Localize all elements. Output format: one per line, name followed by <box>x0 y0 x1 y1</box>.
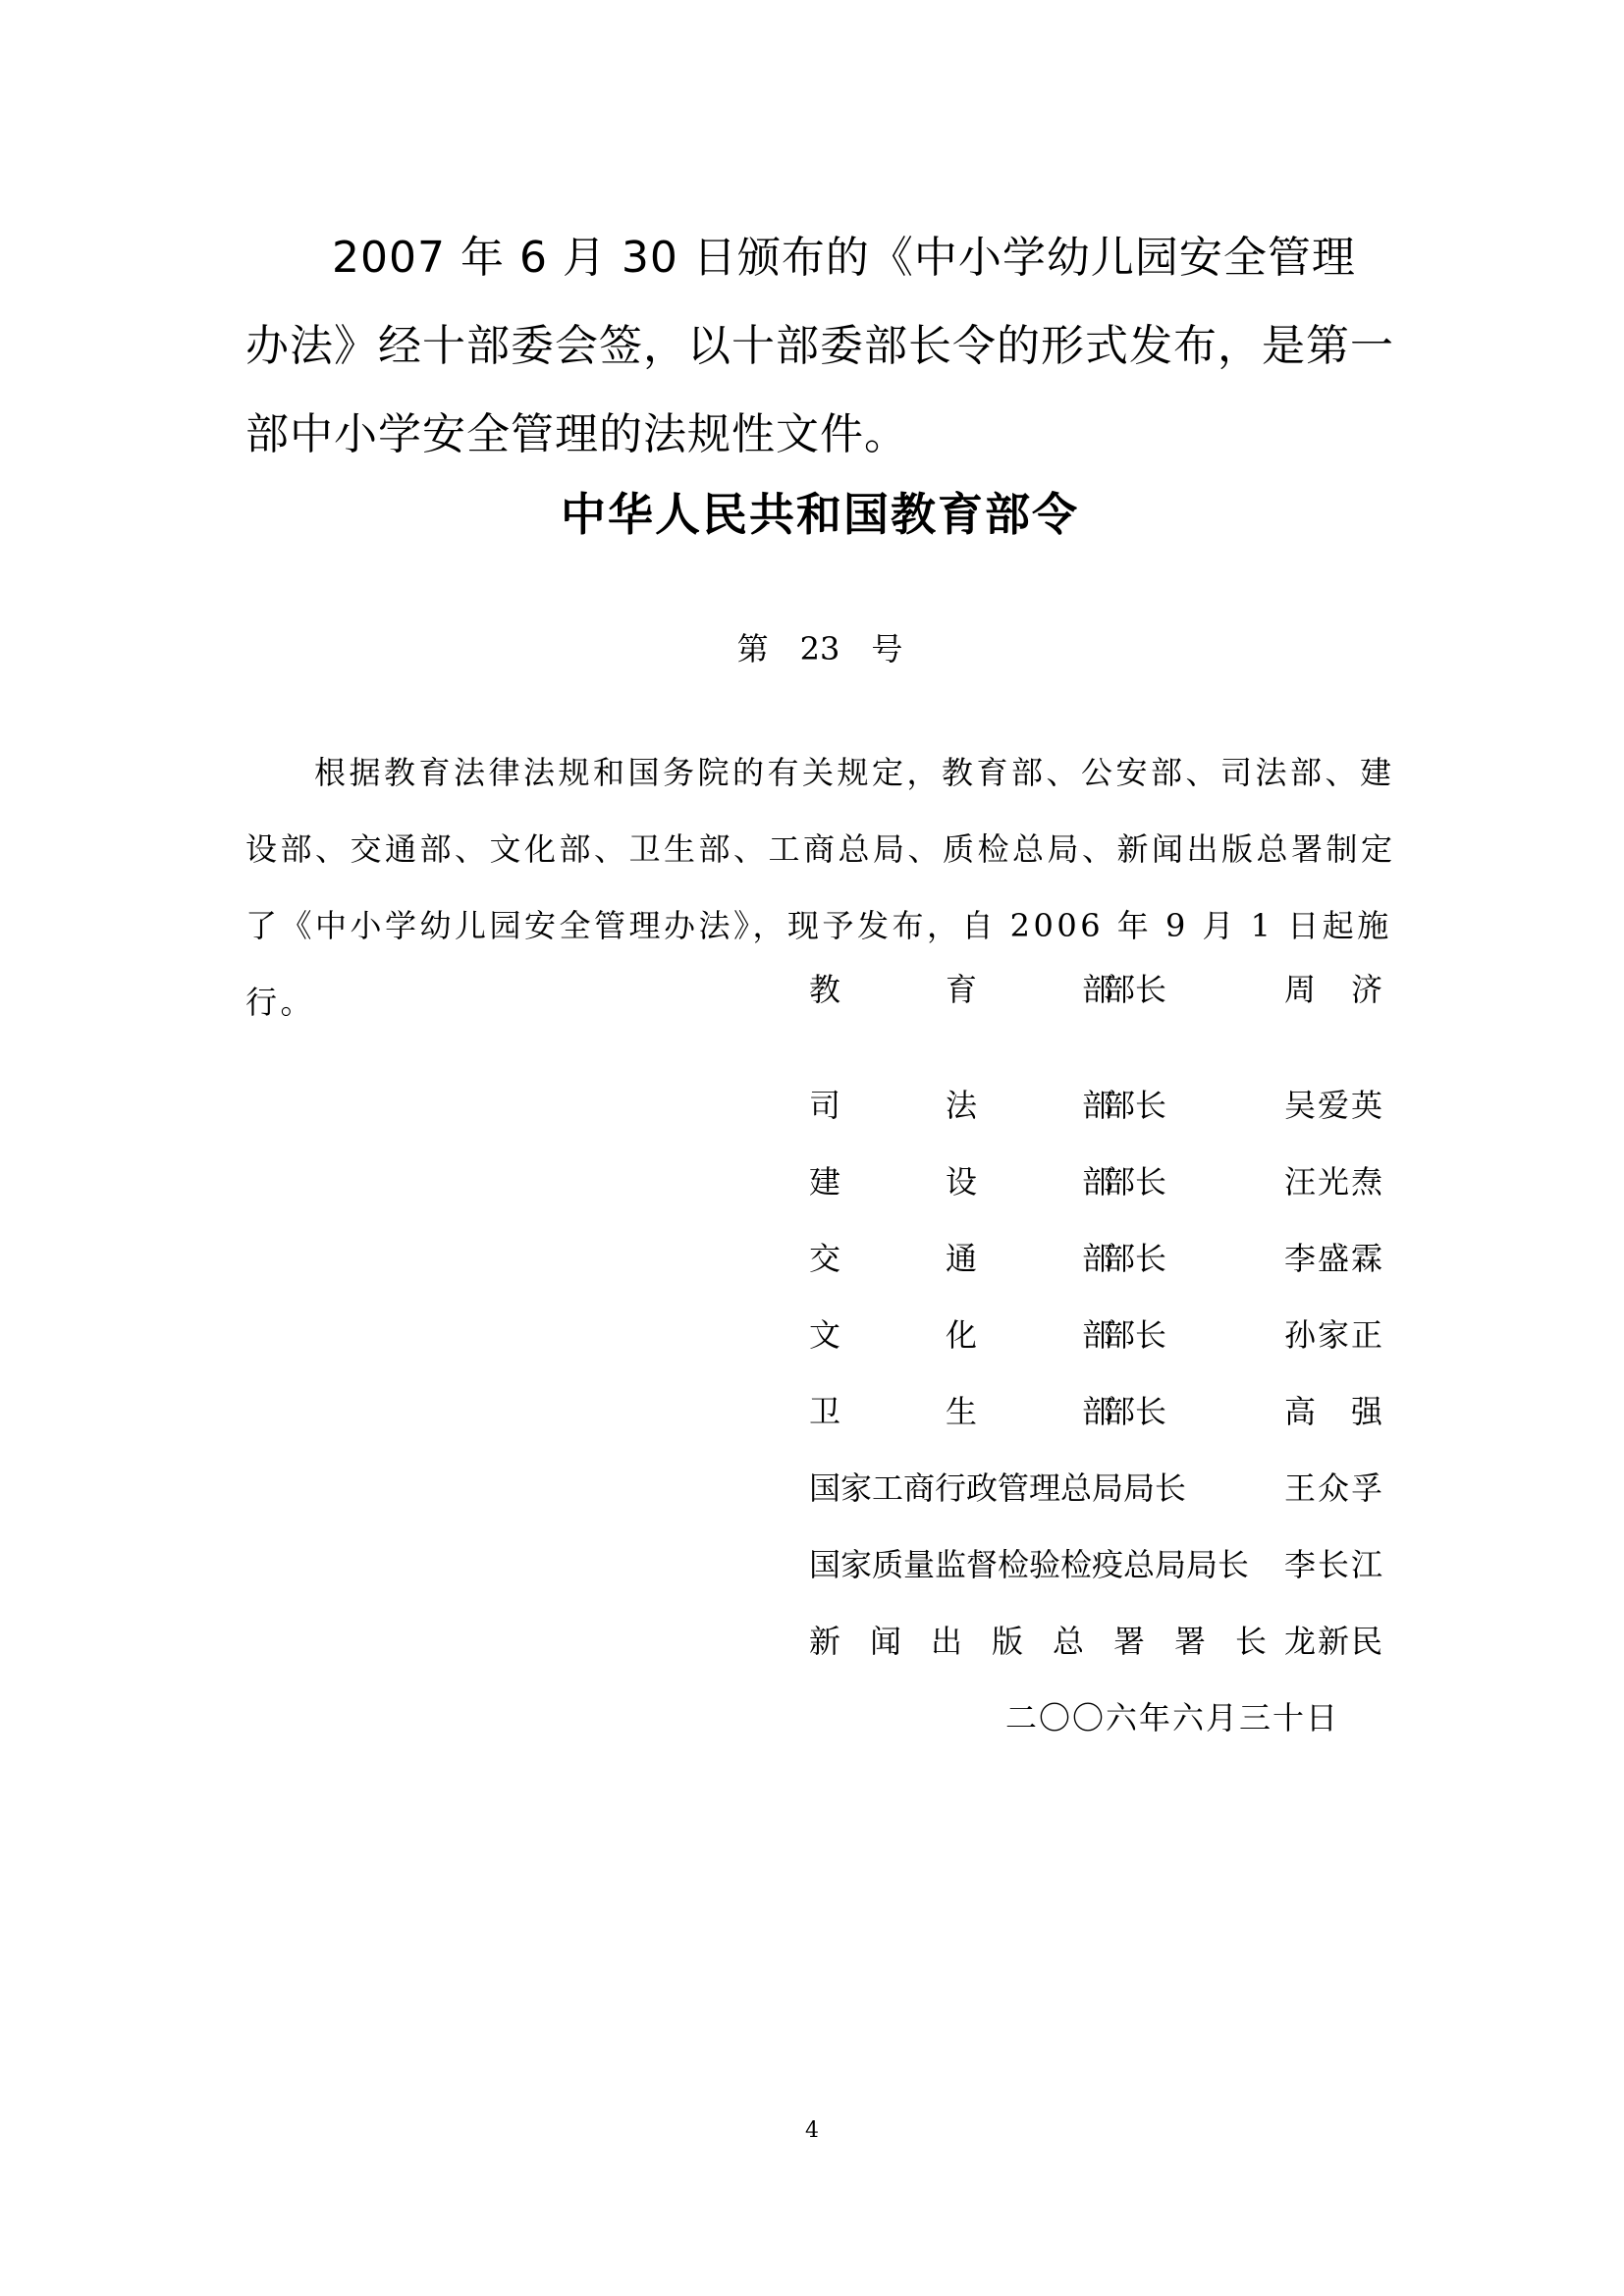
signatory-title: 部长 <box>1104 971 1167 1008</box>
signatory-row <box>809 1468 1388 1508</box>
page-number: 4 <box>805 2118 819 2143</box>
decree-number: 第 23 号 <box>736 630 903 667</box>
signatory-title: 部长 <box>1104 1087 1167 1124</box>
signatory-name: 吴爱英 <box>1284 1087 1382 1124</box>
signatory-row <box>809 1162 1388 1201</box>
signatory-dept: 新闻出版总署署长 <box>809 1623 1267 1660</box>
signatory-dept: 文化部 <box>809 1316 1113 1354</box>
signatory-name: 汪光焘 <box>1284 1163 1382 1201</box>
decree-title: 中华人民共和国教育部令 <box>561 488 1079 541</box>
signatory-name: 李长江 <box>1284 1546 1382 1583</box>
signatory-name: 高强 <box>1284 1393 1382 1430</box>
signatory-name: 周济 <box>1284 971 1382 1008</box>
signatory-row <box>809 1545 1388 1584</box>
signatory-row <box>809 1086 1388 1125</box>
signatory-dept: 国家质量监督检验检疫总局局长 <box>809 1546 1250 1583</box>
decree-body: 根据教育法律法规和国务院的有关规定，教育部、公安部、司法部、建设部、交通部、文化部、卫生部、工商总局、质检总局、新闻出版总署制定了《中小学幼儿园安全管理办法》，现予发布，自 2006 年 9 月 1 日起施行。 <box>245 754 1396 1021</box>
signatory-dept: 国家工商行政管理总局局长 <box>809 1469 1187 1507</box>
signatory-title: 部长 <box>1104 1240 1167 1277</box>
signatory-row <box>809 1315 1388 1355</box>
signatory-name: 李盛霖 <box>1284 1240 1382 1277</box>
signatory-row <box>809 970 1388 1009</box>
signatory-dept: 司法部 <box>809 1087 1113 1124</box>
signatory-name: 龙新民 <box>1284 1623 1382 1660</box>
signatory-name: 王众孚 <box>1284 1469 1382 1507</box>
signatory-dept: 建设部 <box>809 1163 1113 1201</box>
signatory-dept: 卫生部 <box>809 1393 1113 1430</box>
signing-date: 二〇〇六年六月三十日 <box>1005 1699 1340 1736</box>
signatory-name: 孙家正 <box>1284 1316 1382 1354</box>
signatory-row <box>809 1392 1388 1431</box>
signatory-row <box>809 1622 1388 1661</box>
signatory-dept: 教育部 <box>809 971 1113 1008</box>
signatory-title: 部长 <box>1104 1393 1167 1430</box>
signatory-dept: 交通部 <box>809 1240 1113 1277</box>
signatory-title: 部长 <box>1104 1163 1167 1201</box>
signatory-title: 部长 <box>1104 1316 1167 1354</box>
signatory-row <box>809 1239 1388 1278</box>
intro-paragraph: 2007 年 6 月 30 日颁布的《中小学幼儿园安全管理办法》经十部委会签，以十部委部长令的形式发布，是第一部中小学安全管理的法规性文件。 <box>245 233 1394 459</box>
